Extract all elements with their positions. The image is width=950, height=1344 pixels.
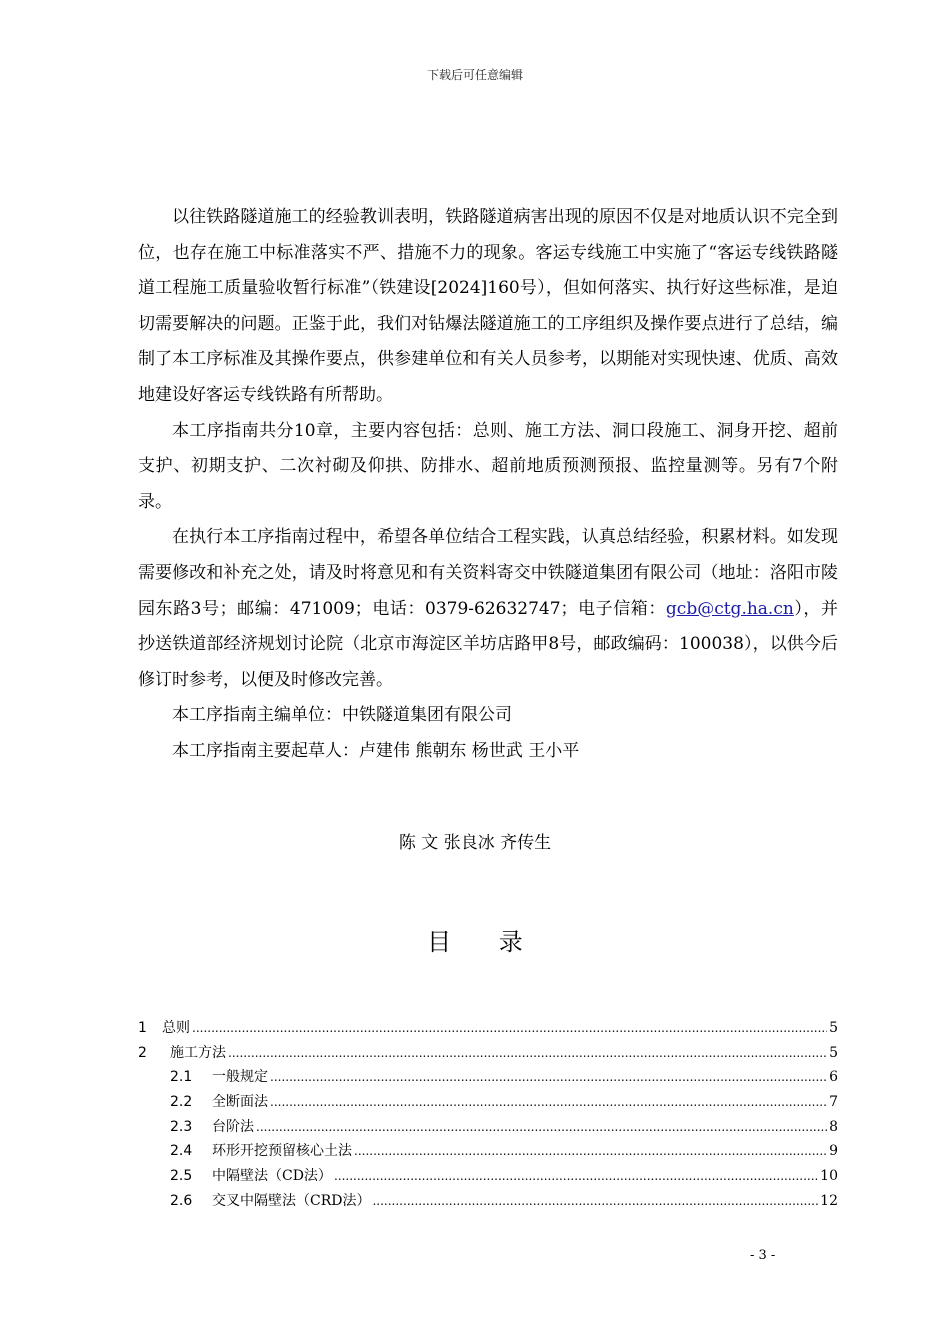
- toc-entry-page: 9: [829, 1143, 838, 1160]
- toc-entry[interactable]: [138, 1164, 838, 1189]
- toc-entry-number: 2.2: [170, 1094, 193, 1111]
- toc-entry[interactable]: [138, 1041, 838, 1066]
- toc-entry[interactable]: [138, 1189, 838, 1214]
- toc-entry-page: 12: [820, 1192, 838, 1209]
- email-link[interactable]: gcb@ctg.ha.cn: [665, 598, 794, 619]
- toc-leader-dots: [192, 1016, 827, 1041]
- toc-entry-number: 2.6: [170, 1192, 193, 1209]
- toc-leader-dots: [256, 1115, 827, 1140]
- toc-entry[interactable]: [138, 1115, 838, 1140]
- toc-entry-number: 1: [138, 1020, 147, 1036]
- feedback-text: 在执行本工序指南过程中，希望各单位结合工程实践，认真总结经验，积累材料。如发现需要修改和补充之处，请及时将意见和有关资料寄交中铁隧道集团有限公司（地址：洛阳市陵园东路3号；邮编：471009；电话：0379-62632747；电子信箱：: [138, 527, 838, 619]
- toc-entry[interactable]: [138, 1016, 838, 1041]
- toc-entry-number: 2.4: [170, 1143, 193, 1160]
- toc-leader-dots: [228, 1041, 827, 1066]
- toc-entry[interactable]: [138, 1090, 838, 1115]
- editor-unit: 本工序指南主编单位：中铁隧道集团有限公司: [172, 705, 512, 726]
- toc-entry[interactable]: [138, 1065, 838, 1090]
- toc-entry-label: 中隔壁法（CD法）: [212, 1168, 332, 1185]
- paragraph-feedback: [138, 520, 838, 698]
- paragraph-contents: 本工序指南共分10章，主要内容包括：总则、施工方法、洞口段施工、洞身开挖、超前支护、初期支护、二次衬砌及仰拱、防排水、超前地质预测预报、监控量测等。另有7个附录。: [138, 420, 838, 512]
- toc-entry-page: 5: [829, 1020, 838, 1036]
- page-header: 下载后可任意编辑: [426, 68, 523, 82]
- toc-entry-number: 2.1: [170, 1069, 193, 1086]
- toc-entry-label: 环形开挖预留核心土法: [212, 1143, 352, 1160]
- feedback-text-tail: ），并抄送铁道部经济规划讨论院（北京市海淀区羊坊店路甲8号，邮政编码：100038），以供今后修订时参考，以便及时修改完善。: [138, 598, 838, 690]
- paragraph-intro: 以往铁路隧道施工的经验教训表明，铁路隧道病害出现的原因不仅是对地质认识不完全到位，也存在施工中标准落实不严、措施不力的现象。客运专线施工中实施了“客运专线铁路隧道工程施工质量验收暂行标准”（铁建设[2024]160号），但如何落实、执行好这些标准，是迫切需要解决的问题。正鉴于此，我们对钻爆法隧道施工的工序组织及操作要点进行了总结，编制了本工序标准及其操作要点，供参建单位和有关人员参考，以期能对实现快速、优质、高效地建设好客运专线铁路有所帮助。: [138, 207, 838, 405]
- toc-leader-dots: [334, 1164, 818, 1189]
- toc-entry-page: 5: [829, 1044, 838, 1061]
- toc-entry-number: 2.3: [170, 1118, 193, 1135]
- toc-entry-label: 施工方法: [170, 1044, 226, 1061]
- toc-entry-page: 6: [829, 1069, 838, 1086]
- toc-entry-page: 10: [820, 1168, 838, 1185]
- body-text: [138, 200, 838, 770]
- toc-entry-label: 一般规定: [212, 1069, 268, 1086]
- toc-leader-dots: [354, 1139, 827, 1164]
- toc-entry[interactable]: [138, 1139, 838, 1164]
- toc-title: 目 录: [427, 928, 543, 956]
- toc-entry-label: 交叉中隔壁法（CRD法）: [212, 1192, 371, 1209]
- toc-entry-label: 台阶法: [212, 1118, 254, 1135]
- table-of-contents: [138, 1016, 838, 1214]
- toc-leader-dots: [270, 1065, 827, 1090]
- toc-leader-dots: [270, 1090, 827, 1115]
- toc-entry-number: 2.5: [170, 1168, 193, 1185]
- drafters-line-2: 陈 文 张良冰 齐传生: [398, 833, 552, 853]
- toc-entry-label: 全断面法: [212, 1094, 268, 1111]
- page-number: - 3 -: [750, 1248, 776, 1263]
- toc-entry-page: 8: [829, 1118, 838, 1135]
- drafters-line-1: 本工序指南主要起草人：卢建伟 熊朝东 杨世武 王小平: [172, 740, 580, 761]
- toc-leader-dots: [372, 1189, 818, 1214]
- toc-entry-page: 7: [829, 1094, 838, 1111]
- toc-entry-label: 总则: [162, 1020, 190, 1036]
- toc-entry-number: 2: [138, 1044, 147, 1061]
